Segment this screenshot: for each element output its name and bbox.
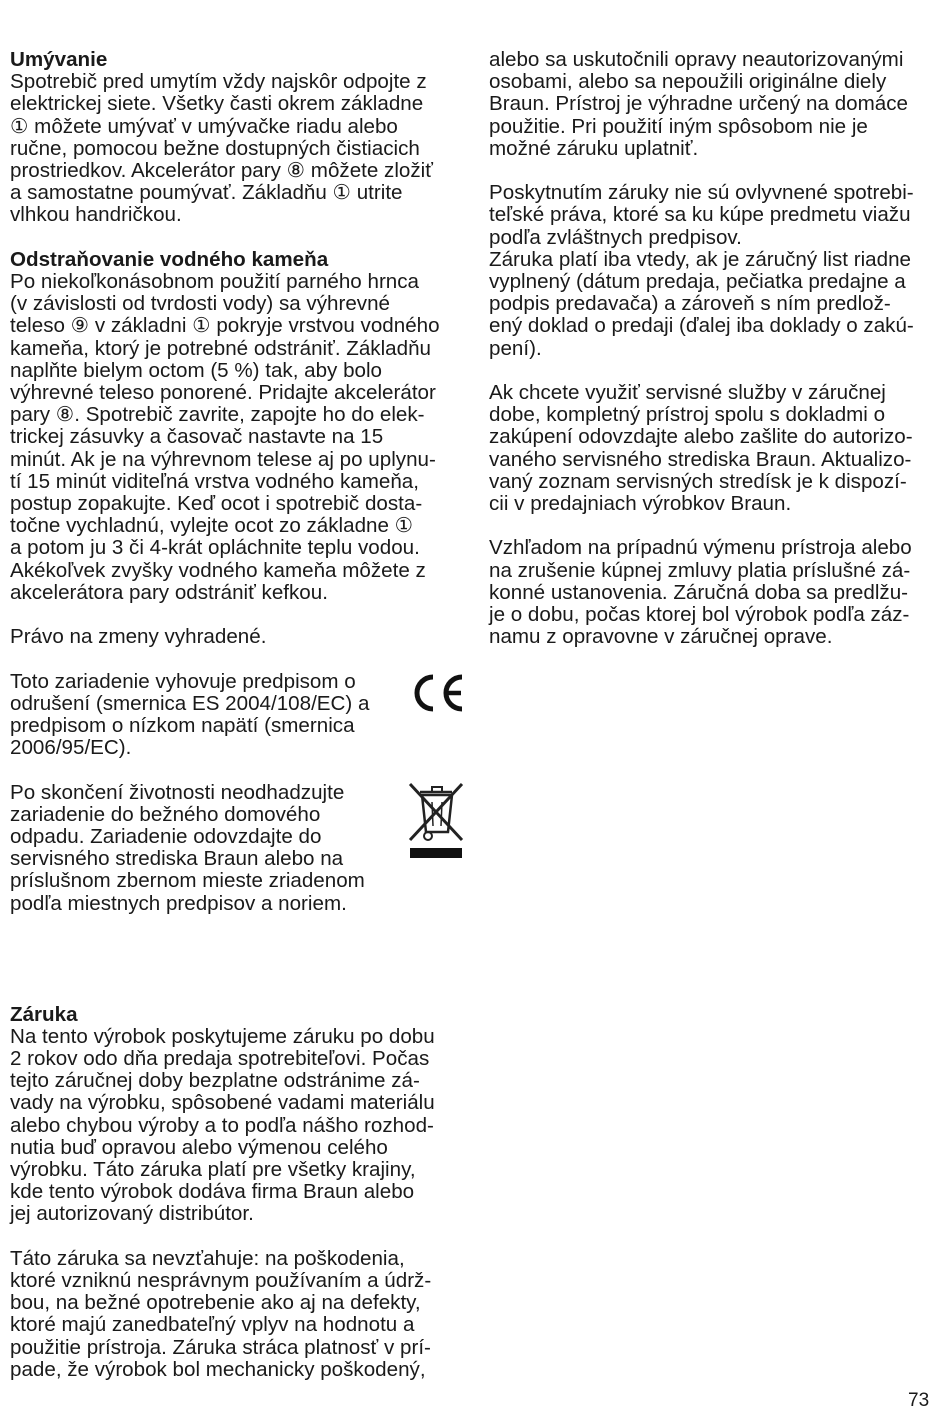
cleaning-line: a samostatne poumývať. Základňu ① utrite bbox=[10, 181, 403, 205]
page-number: 73 bbox=[908, 1390, 930, 1411]
descaling-line: naplňte bielym octom (5 %) tak, aby bolo bbox=[10, 358, 383, 382]
paragraph-line: Vzhľadom na prípadnú výmenu prístroja alebo bbox=[489, 536, 912, 560]
ce-mark-icon bbox=[406, 671, 468, 715]
crossed-out-wheelie-bin-icon bbox=[406, 782, 466, 862]
paragraph-line: na zrušenie kúpnej zmluvy platia príslušné zá- bbox=[489, 558, 911, 582]
left-column bbox=[10, 49, 460, 1381]
warranty-line: výrobku. Táto záruka platí pre všetky krajiny, bbox=[10, 1158, 416, 1182]
paragraph-line: teľské práva, ktoré sa ku kúpe predmetu viažu bbox=[489, 203, 911, 227]
warranty-line: jej autorizovaný distribútor. bbox=[10, 1202, 254, 1226]
exclusions-line: Táto záruka sa nevzťahuje: na poškodenia, bbox=[10, 1246, 405, 1270]
warranty-line: Na tento výrobok poskytujeme záruku po dobu bbox=[10, 1024, 435, 1048]
descaling-line: Po niekoľkonásobnom použití parného hrnca bbox=[10, 270, 419, 294]
warranty-section bbox=[10, 1004, 460, 1226]
descaling-line: akcelerátora pary odstrániť kefkou. bbox=[10, 580, 328, 604]
paragraph-line: Poskytnutím záruky nie sú ovlyvnené spotrebi- bbox=[489, 181, 914, 205]
warranty-line: 2 rokov odo dňa predaja spotrebiteľovi. Počas bbox=[10, 1047, 430, 1071]
descaling-line: trickej zásuvky a časovač nastavte na 15 bbox=[10, 425, 384, 449]
descaling-line: tí 15 minút viditeľná vrstva vodného kameňa, bbox=[10, 469, 419, 493]
ce-notice-line: Toto zariadenie vyhovuje predpisom o bbox=[10, 669, 356, 693]
paragraph-line: podpis predavača) a zároveň s ním predlož- bbox=[489, 292, 891, 316]
paragraph-line: Braun. Prístroj je výhradne určený na domáce bbox=[489, 92, 908, 116]
cleaning-heading: Umývanie bbox=[10, 48, 108, 71]
disposal-notice-line: servisného strediska Braun alebo na bbox=[10, 847, 344, 871]
warranty-heading: Záruka bbox=[10, 1002, 78, 1026]
ce-notice-line: odrušení (smernica ES 2004/108/EC) a bbox=[10, 691, 370, 715]
consumer-rights-paragraph bbox=[489, 182, 939, 360]
cleaning-section bbox=[10, 49, 460, 227]
paragraph-line: osobami, alebo sa nepoužili originálne diely bbox=[489, 70, 887, 94]
paragraph-line: pení). bbox=[489, 336, 542, 360]
disposal-notice-line: odpadu. Zariadenie odovzdajte do bbox=[10, 825, 322, 849]
cleaning-line: prostriedkov. Akcelerátor pary ⑧ môžete zložiť bbox=[10, 159, 433, 183]
service-paragraph bbox=[489, 382, 939, 515]
exclusions-line: ktoré majú zanedbateľný vplyv na hodnotu a bbox=[10, 1313, 415, 1337]
disposal-notice-line: zariadenie do bežného domového bbox=[10, 802, 321, 826]
exclusions-section bbox=[10, 1248, 460, 1381]
descaling-line: Akékoľvek zvyšky vodného kameňa môžete z bbox=[10, 558, 426, 582]
descaling-line: a potom ju 3 či 4-krát opláchnite teplu vodou. bbox=[10, 536, 420, 560]
exclusions-line: bou, na bežné opotrebenie ako aj na defekty, bbox=[10, 1291, 421, 1315]
paragraph-line: podľa zvláštnych predpisov. bbox=[489, 225, 742, 249]
paragraph-line: konné ustanovenia. Záručná doba sa predlžu- bbox=[489, 580, 909, 604]
disposal-notice bbox=[10, 782, 460, 915]
disposal-notice-line: Po skončení životnosti neodhadzujte bbox=[10, 780, 345, 804]
warranty-line: alebo chybou výroby a to podľa nášho rozhod- bbox=[10, 1113, 434, 1137]
descaling-line: postup zopakujte. Keď ocot i spotrebič dosta- bbox=[10, 492, 423, 516]
warranty-line: nutia buď opravou alebo výmenou celého bbox=[10, 1135, 388, 1159]
descaling-line: (v závislosti od tvrdosti vody) sa výhrevné bbox=[10, 292, 390, 316]
paragraph-line: vaného servisného strediska Braun. Aktualizo- bbox=[489, 447, 912, 471]
disposal-notice-line: príslušnom zbernom mieste zriadenom bbox=[10, 869, 365, 893]
cleaning-line: vlhkou handričkou. bbox=[10, 203, 182, 227]
paragraph-line: Ak chcete využiť servisné služby v záručnej bbox=[489, 381, 886, 405]
paragraph-line: ený doklad o predaji (ďalej iba doklady o zakú- bbox=[489, 314, 914, 338]
ce-notice-line: 2006/95/EC). bbox=[10, 736, 132, 760]
warranty-conditions-paragraph bbox=[489, 49, 939, 160]
paragraph-line: vaný zoznam servisných stredísk je k dispozí- bbox=[489, 469, 907, 493]
descaling-section bbox=[10, 249, 460, 604]
warranty-line: kde tento výrobok dodáva firma Braun alebo bbox=[10, 1180, 415, 1204]
paragraph-line: alebo sa uskutočnili opravy neautorizovanými bbox=[489, 48, 904, 71]
descaling-line: teleso ⑨ v základni ① pokryje vrstvou vodného bbox=[10, 314, 440, 338]
exclusions-line: pade, že výrobok bol mechanicky poškodený, bbox=[10, 1357, 426, 1381]
paragraph-line: vyplnený (dátum predaja, pečiatka predajne a bbox=[489, 270, 906, 294]
cleaning-line: Spotrebič pred umytím vždy najskôr odpojte z bbox=[10, 70, 427, 94]
cleaning-line: ① môžete umývať v umývačke riadu alebo bbox=[10, 114, 398, 138]
paragraph-line: použitie. Pri použití iným spôsobom nie je bbox=[489, 114, 868, 138]
ce-notice-line: predpisom o nízkom napätí (smernica bbox=[10, 714, 355, 738]
paragraph-line: zakúpení odovzdajte alebo zašlite do autorizo- bbox=[489, 425, 913, 449]
replacement-paragraph bbox=[489, 537, 939, 648]
exclusions-line: použitie prístroja. Záruka stráca platnosť v prí- bbox=[10, 1335, 431, 1359]
paragraph-line: cii v predajniach výrobkov Braun. bbox=[489, 492, 792, 516]
descaling-line: pary ⑧. Spotrebič zavrite, zapojte ho do elek- bbox=[10, 403, 425, 427]
descaling-line: kameňa, ktorý je potrebné odstrániť. Základňu bbox=[10, 336, 431, 360]
cleaning-line: elektrickej siete. Všetky časti okrem základne bbox=[10, 92, 424, 116]
descaling-line: výhrevné teleso ponorené. Pridajte akcelerátor bbox=[10, 381, 436, 405]
paragraph-line: možné záruku uplatniť. bbox=[489, 136, 699, 160]
paragraph-line: namu z opravovne v záručnej oprave. bbox=[489, 625, 833, 649]
warranty-line: vady na výrobku, spôsobené vadami materiálu bbox=[10, 1091, 435, 1115]
descaling-line: minút. Ak je na výhrevnom telese aj po uplynu- bbox=[10, 447, 436, 471]
descaling-heading: Odstraňovanie vodného kameňa bbox=[10, 247, 329, 271]
disposal-notice-line: podľa miestnych predpisov a noriem. bbox=[10, 891, 347, 915]
right-column bbox=[489, 49, 939, 648]
paragraph-line: dobe, kompletný prístroj spolu s dokladmi o bbox=[489, 403, 886, 427]
paragraph-line: Záruka platí iba vtedy, ak je záručný list riadne bbox=[489, 247, 911, 271]
rights-note: Právo na zmeny vyhradené. bbox=[10, 625, 267, 649]
warranty-line: tejto záručnej doby bezplatne odstránime zá- bbox=[10, 1069, 420, 1093]
ce-notice bbox=[10, 671, 460, 760]
descaling-line: točne vychladnú, vylejte ocot zo základne ① bbox=[10, 514, 414, 538]
paragraph-line: je o dobu, počas ktorej bol výrobok podľa záz- bbox=[489, 603, 910, 627]
cleaning-line: ručne, pomocou bežne dostupných čistiacich bbox=[10, 136, 420, 160]
exclusions-line: ktoré vzniknú nesprávnym používaním a údrž- bbox=[10, 1269, 432, 1293]
